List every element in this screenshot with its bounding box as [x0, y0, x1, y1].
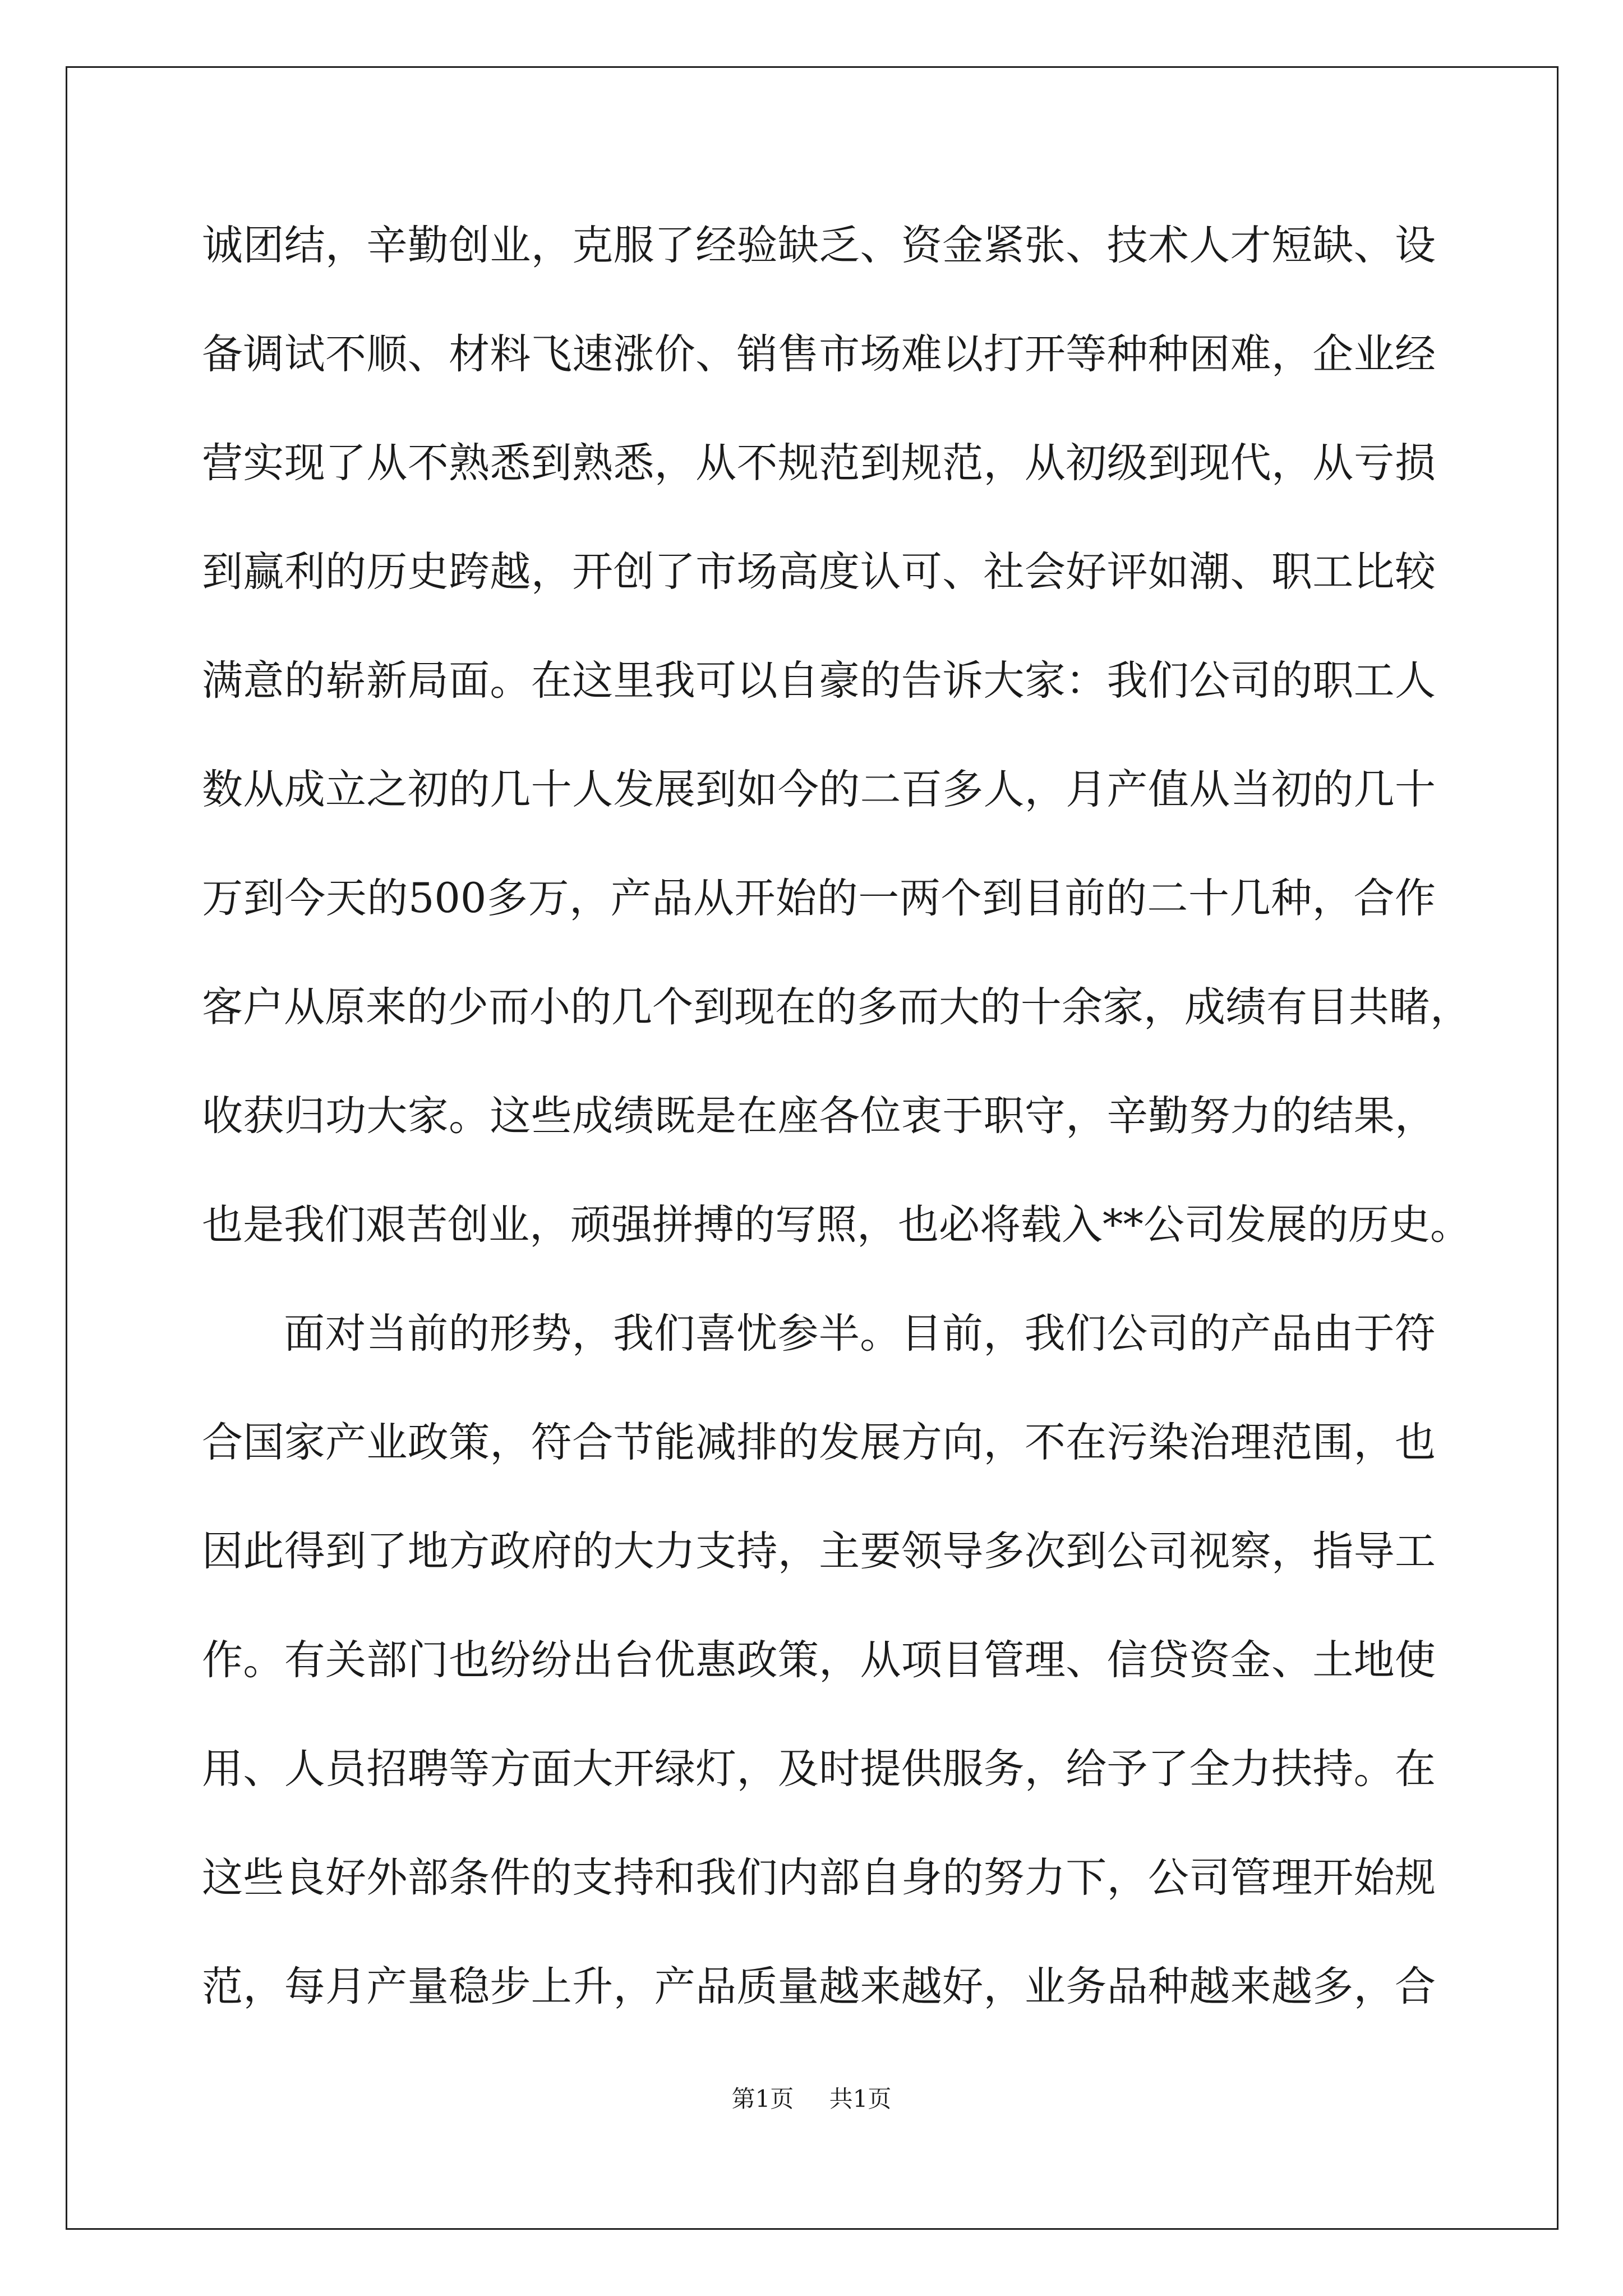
page-number-current: 第1页: [731, 2085, 794, 2113]
text-line: 客户从原来的少而小的几个到现在的多而大的十余家，成绩有目共睹，: [202, 983, 1471, 1031]
text-line: 收获归功大家。这些成绩既是在座各位衷于职守，辛勤努力的结果，: [202, 1092, 1436, 1140]
text-line: 满意的崭新局面。在这里我可以自豪的告诉大家：我们公司的职工人: [202, 657, 1436, 705]
page-footer: [0, 2082, 1623, 2116]
page-number-total: 共1页: [829, 2085, 892, 2113]
text-line: 合国家产业政策，符合节能减排的发展方向，不在污染治理范围，也: [202, 1419, 1436, 1466]
text-line: 营实现了从不熟悉到熟悉，从不规范到规范，从初级到现代，从亏损: [202, 439, 1436, 487]
text-line: 备调试不顺、材料飞速涨价、销售市场难以打开等种种困难，企业经: [202, 330, 1436, 378]
text-line: 这些良好外部条件的支持和我们内部自身的努力下，公司管理开始规: [202, 1854, 1436, 1902]
text-line: 万到今天的500多万，产品从开始的一两个到目前的二十几种，合作: [202, 875, 1436, 922]
text-line: 数从成立之初的几十人发展到如今的二百多人，月产值从当初的几十: [202, 766, 1436, 813]
text-line: 用、人员招聘等方面大开绿灯，及时提供服务，给予了全力扶持。在: [202, 1745, 1436, 1793]
paragraph-first-line: 面对当前的形势，我们喜忧参半。目前，我们公司的产品由于符: [284, 1310, 1436, 1358]
text-line: 范，每月产量稳步上升，产品质量越来越好，业务品种越来越多，合: [202, 1963, 1436, 2010]
text-line: 作。有关部门也纷纷出台优惠政策，从项目管理、信贷资金、土地使: [202, 1636, 1436, 1684]
text-line: 因此得到了地方政府的大力支持，主要领导多次到公司视察，指导工: [202, 1527, 1436, 1575]
text-line: 到赢利的历史跨越，开创了市场高度认可、社会好评如潮、职工比较: [202, 548, 1436, 596]
text-line: 诚团结，辛勤创业，克服了经验缺乏、资金紧张、技术人才短缺、设: [202, 222, 1436, 269]
text-line: 也是我们艰苦创业，顽强拼搏的写照，也必将载入**公司发展的历史。: [202, 1201, 1471, 1249]
page-border: [66, 66, 1559, 2230]
